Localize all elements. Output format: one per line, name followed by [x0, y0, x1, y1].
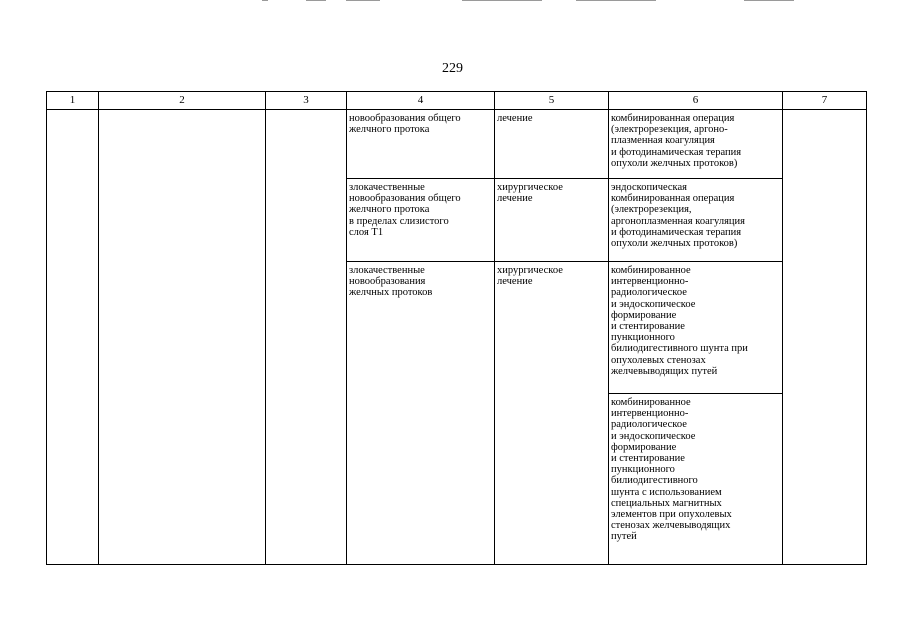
page-number: 229 — [442, 61, 463, 76]
diagnosis-cell — [347, 179, 495, 262]
treatment-type-text: хирургическое лечение — [497, 265, 563, 288]
treatment-type-cell — [495, 262, 609, 565]
table-row — [47, 110, 867, 179]
top-edge-marks — [0, 0, 905, 4]
column-header-2: 2 — [99, 92, 266, 110]
diagnosis-cell — [347, 262, 495, 565]
diagnosis-cell — [347, 110, 495, 179]
method-cell — [609, 262, 783, 394]
diagnosis-text: злокачественные новообразования общего желчного протока в пределах слизистого слоя T1 — [349, 182, 461, 238]
column-header-7: 7 — [783, 92, 867, 110]
medical-care-table — [46, 91, 867, 565]
column-header-5: 5 — [495, 92, 609, 110]
method-text: комбинированное интервенционно- радиологическое и эндоскопическое формирование и стентирование пункционного билиодигестивного шунта при опухолевых стенозах желчевыводящих путей — [611, 265, 748, 377]
column-header-3: 3 — [266, 92, 347, 110]
diagnosis-text: злокачественные новообразования желчных протоков — [349, 265, 433, 299]
method-cell — [609, 110, 783, 179]
cell-col-1 — [47, 110, 99, 565]
treatment-type-cell — [495, 110, 609, 179]
column-header-6: 6 — [609, 92, 783, 110]
cell-col-3 — [266, 110, 347, 565]
method-text: комбинированное интервенционно- радиологическое и эндоскопическое формирование и стентирование пункционного билиодигестивного шунта с использованием специальных магнитных элементов при опухолевых стенозах желчевыводящих путей — [611, 397, 732, 543]
header-row — [47, 92, 867, 110]
method-text: эндоскопическая комбинированная операция (электрорезекция, аргоноплазменная коагуляция и фотодинамическая терапия опухоли желчных протоков) — [611, 182, 745, 250]
method-text: комбинированная операция (электрорезекция, аргоно- плазменная коагуляция и фотодинамическая терапия опухоли желчных протоков) — [611, 113, 742, 169]
cell-col-2 — [99, 110, 266, 565]
cell-col-7 — [783, 110, 867, 565]
treatment-type-cell — [495, 179, 609, 262]
column-header-4: 4 — [347, 92, 495, 110]
method-cell — [609, 179, 783, 262]
treatment-type-text: лечение — [497, 113, 533, 124]
diagnosis-text: новообразования общего желчного протока — [349, 113, 461, 136]
method-cell — [609, 394, 783, 565]
column-header-1: 1 — [47, 92, 99, 110]
treatment-type-text: хирургическое лечение — [497, 182, 563, 205]
